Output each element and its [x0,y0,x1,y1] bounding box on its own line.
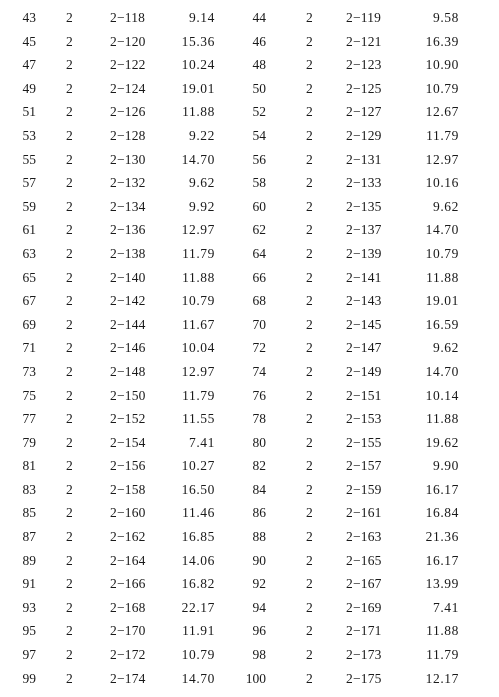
table-row [0,384,499,408]
right-sample-id-cell: 2−151 [346,387,382,403]
left-sample-id-cell: 2−154 [110,434,146,450]
left-index-cell: 85 [22,505,36,521]
table-row [0,289,499,313]
table-row [0,431,499,455]
left-group-cell: 2 [66,505,73,521]
left-sample-id-cell: 2−166 [110,576,146,592]
right-index-cell: 62 [252,222,266,238]
left-sample-id-cell: 2−164 [110,552,146,568]
right-sample-id-cell: 2−133 [346,175,382,191]
table-row [0,124,499,148]
left-index-cell: 71 [22,340,36,356]
left-sample-id-cell: 2−160 [110,505,146,521]
left-index-cell: 87 [22,529,36,545]
left-value-cell: 14.70 [181,151,215,167]
left-sample-id-cell: 2−122 [110,57,146,73]
left-sample-id-cell: 2−162 [110,529,146,545]
left-index-cell: 95 [22,623,36,639]
right-value-cell: 10.16 [425,175,459,191]
right-value-cell: 16.84 [425,505,459,521]
right-value-cell: 10.14 [425,387,459,403]
left-sample-id-cell: 2−136 [110,222,146,238]
left-sample-id-cell: 2−150 [110,387,146,403]
table-row [0,218,499,242]
right-group-cell: 2 [306,293,313,309]
right-value-cell: 19.62 [425,434,459,450]
table-row [0,572,499,596]
left-group-cell: 2 [66,198,73,214]
left-value-cell: 11.79 [182,387,215,403]
right-value-cell: 10.79 [425,80,459,96]
left-index-cell: 55 [22,151,36,167]
right-index-cell: 64 [252,245,266,261]
left-index-cell: 69 [22,316,36,332]
right-index-cell: 44 [252,10,266,25]
left-index-cell: 83 [22,481,36,497]
left-group-cell: 2 [66,104,73,120]
left-group-cell: 2 [66,481,73,497]
left-value-cell: 9.62 [188,175,215,191]
right-group-cell: 2 [306,458,313,474]
left-index-cell: 93 [22,599,36,615]
left-sample-id-cell: 2−132 [110,175,146,191]
right-sample-id-cell: 2−159 [346,481,382,497]
right-index-cell: 94 [252,599,266,615]
left-group-cell: 2 [66,151,73,167]
left-index-cell: 53 [22,127,36,143]
right-value-cell: 21.36 [425,529,459,545]
left-value-cell: 12.97 [181,222,215,238]
right-sample-id-cell: 2−129 [346,127,382,143]
right-group-cell: 2 [306,411,313,427]
right-sample-id-cell: 2−143 [346,293,382,309]
right-value-cell: 11.88 [426,269,459,285]
left-group-cell: 2 [66,552,73,568]
table-row [0,77,499,101]
right-index-cell: 98 [252,647,266,663]
table-row [0,171,499,195]
left-sample-id-cell: 2−130 [110,151,146,167]
left-group-cell: 2 [66,245,73,261]
right-index-cell: 60 [252,198,266,214]
left-value-cell: 11.67 [182,316,215,332]
right-index-cell: 54 [252,127,266,143]
left-index-cell: 61 [22,222,36,238]
left-index-cell: 45 [22,33,36,49]
left-value-cell: 10.79 [181,293,215,309]
right-index-cell: 100 [245,670,266,686]
right-sample-id-cell: 2−121 [346,33,382,49]
right-value-cell: 11.79 [426,127,459,143]
right-index-cell: 88 [252,529,266,545]
right-value-cell: 13.99 [425,576,459,592]
left-sample-id-cell: 2−146 [110,340,146,356]
left-index-cell: 59 [22,198,36,214]
right-group-cell: 2 [306,670,313,686]
right-sample-id-cell: 2−169 [346,599,382,615]
right-group-cell: 2 [306,80,313,96]
left-group-cell: 2 [66,340,73,356]
left-index-cell: 99 [22,670,36,686]
left-group-cell: 2 [66,670,73,686]
right-value-cell: 10.90 [425,57,459,73]
right-index-cell: 50 [252,80,266,96]
right-value-cell: 12.17 [425,670,459,686]
table-row [0,6,499,30]
left-value-cell: 14.70 [181,670,215,686]
left-value-cell: 19.01 [181,80,215,96]
left-value-cell: 7.41 [188,434,215,450]
left-sample-id-cell: 2−142 [110,293,146,309]
right-group-cell: 2 [306,576,313,592]
right-group-cell: 2 [306,245,313,261]
left-value-cell: 10.24 [181,57,215,73]
left-index-cell: 63 [22,245,36,261]
left-value-cell: 10.04 [181,340,215,356]
right-group-cell: 2 [306,33,313,49]
right-group-cell: 2 [306,387,313,403]
right-index-cell: 92 [252,576,266,592]
left-sample-id-cell: 2−126 [110,104,146,120]
left-value-cell: 15.36 [181,33,215,49]
right-sample-id-cell: 2−125 [346,80,382,96]
right-sample-id-cell: 2−175 [346,670,382,686]
table-row [0,336,499,360]
right-sample-id-cell: 2−137 [346,222,382,238]
left-sample-id-cell: 2−156 [110,458,146,474]
right-group-cell: 2 [306,623,313,639]
left-group-cell: 2 [66,33,73,49]
right-group-cell: 2 [306,10,313,25]
left-sample-id-cell: 2−174 [110,670,146,686]
right-index-cell: 74 [252,363,266,379]
right-group-cell: 2 [306,552,313,568]
table-row [0,266,499,290]
right-index-cell: 46 [252,33,266,49]
right-sample-id-cell: 2−149 [346,363,382,379]
left-group-cell: 2 [66,127,73,143]
left-index-cell: 51 [22,104,36,120]
right-value-cell: 11.79 [426,647,459,663]
left-sample-id-cell: 2−158 [110,481,146,497]
table-row [0,53,499,77]
right-group-cell: 2 [306,505,313,521]
right-sample-id-cell: 2−155 [346,434,382,450]
left-index-cell: 43 [22,10,36,25]
right-sample-id-cell: 2−145 [346,316,382,332]
left-group-cell: 2 [66,529,73,545]
left-index-cell: 67 [22,293,36,309]
right-sample-id-cell: 2−147 [346,340,382,356]
right-value-cell: 14.70 [425,222,459,238]
right-value-cell: 19.01 [425,293,459,309]
right-sample-id-cell: 2−139 [346,245,382,261]
left-index-cell: 91 [22,576,36,592]
left-group-cell: 2 [66,293,73,309]
table-row [0,100,499,124]
left-sample-id-cell: 2−134 [110,198,146,214]
left-value-cell: 16.82 [181,576,215,592]
right-sample-id-cell: 2−171 [346,623,382,639]
left-sample-id-cell: 2−118 [110,10,146,25]
right-sample-id-cell: 2−127 [346,104,382,120]
right-group-cell: 2 [306,434,313,450]
table-row [0,596,499,620]
left-value-cell: 11.88 [182,104,215,120]
right-sample-id-cell: 2−167 [346,576,382,592]
left-group-cell: 2 [66,458,73,474]
right-index-cell: 48 [252,57,266,73]
table-row [0,30,499,54]
left-group-cell: 2 [66,363,73,379]
right-value-cell: 10.79 [425,245,459,261]
left-value-cell: 11.88 [182,269,215,285]
right-group-cell: 2 [306,316,313,332]
right-sample-id-cell: 2−135 [346,198,382,214]
right-index-cell: 52 [252,104,266,120]
left-index-cell: 57 [22,175,36,191]
right-index-cell: 76 [252,387,266,403]
right-sample-id-cell: 2−153 [346,411,382,427]
right-index-cell: 66 [252,269,266,285]
left-index-cell: 75 [22,387,36,403]
right-value-cell: 16.17 [425,552,459,568]
table-row [0,667,499,691]
left-group-cell: 2 [66,599,73,615]
right-index-cell: 56 [252,151,266,167]
right-sample-id-cell: 2−161 [346,505,382,521]
right-group-cell: 2 [306,151,313,167]
right-group-cell: 2 [306,269,313,285]
right-sample-id-cell: 2−157 [346,458,382,474]
left-index-cell: 77 [22,411,36,427]
table-row [0,148,499,172]
right-sample-id-cell: 2−163 [346,529,382,545]
table-row [0,619,499,643]
left-group-cell: 2 [66,57,73,73]
left-sample-id-cell: 2−172 [110,647,146,663]
right-sample-id-cell: 2−141 [346,269,382,285]
right-index-cell: 78 [252,411,266,427]
right-group-cell: 2 [306,104,313,120]
right-value-cell: 12.67 [425,104,459,120]
right-index-cell: 90 [252,552,266,568]
right-value-cell: 9.62 [432,340,459,356]
right-index-cell: 86 [252,505,266,521]
left-value-cell: 14.06 [181,552,215,568]
left-value-cell: 9.22 [188,127,215,143]
table-row [0,313,499,337]
left-group-cell: 2 [66,434,73,450]
left-value-cell: 16.50 [181,481,215,497]
left-group-cell: 2 [66,623,73,639]
right-value-cell: 11.88 [426,623,459,639]
table-row [0,643,499,667]
right-index-cell: 68 [252,293,266,309]
right-group-cell: 2 [306,529,313,545]
right-group-cell: 2 [306,57,313,73]
left-sample-id-cell: 2−152 [110,411,146,427]
left-group-cell: 2 [66,316,73,332]
right-value-cell: 9.58 [432,10,459,25]
right-group-cell: 2 [306,222,313,238]
right-value-cell: 16.39 [425,33,459,49]
right-index-cell: 72 [252,340,266,356]
left-group-cell: 2 [66,222,73,238]
left-index-cell: 49 [22,80,36,96]
right-group-cell: 2 [306,198,313,214]
left-index-cell: 79 [22,434,36,450]
table-row [0,549,499,573]
left-value-cell: 10.79 [181,647,215,663]
left-group-cell: 2 [66,80,73,96]
left-sample-id-cell: 2−120 [110,33,146,49]
right-group-cell: 2 [306,127,313,143]
left-value-cell: 9.14 [188,10,215,25]
right-group-cell: 2 [306,363,313,379]
right-group-cell: 2 [306,599,313,615]
right-sample-id-cell: 2−173 [346,647,382,663]
right-index-cell: 82 [252,458,266,474]
right-sample-id-cell: 2−165 [346,552,382,568]
right-value-cell: 7.41 [432,599,459,615]
right-group-cell: 2 [306,481,313,497]
right-index-cell: 58 [252,175,266,191]
left-group-cell: 2 [66,387,73,403]
right-value-cell: 16.17 [425,481,459,497]
right-sample-id-cell: 2−119 [346,10,382,25]
left-sample-id-cell: 2−138 [110,245,146,261]
left-value-cell: 11.55 [182,411,215,427]
right-index-cell: 84 [252,481,266,497]
table-row [0,407,499,431]
table-row [0,501,499,525]
left-group-cell: 2 [66,647,73,663]
left-sample-id-cell: 2−128 [110,127,146,143]
left-value-cell: 22.17 [181,599,215,615]
left-index-cell: 65 [22,269,36,285]
data-table [0,6,499,690]
left-index-cell: 89 [22,552,36,568]
left-value-cell: 11.91 [182,623,215,639]
right-group-cell: 2 [306,647,313,663]
left-index-cell: 73 [22,363,36,379]
left-group-cell: 2 [66,411,73,427]
left-index-cell: 47 [22,57,36,73]
left-group-cell: 2 [66,175,73,191]
left-sample-id-cell: 2−168 [110,599,146,615]
table-row [0,478,499,502]
left-value-cell: 12.97 [181,363,215,379]
right-index-cell: 70 [252,316,266,332]
left-group-cell: 2 [66,269,73,285]
left-group-cell: 2 [66,10,73,25]
right-index-cell: 96 [252,623,266,639]
left-value-cell: 10.27 [181,458,215,474]
left-group-cell: 2 [66,576,73,592]
left-sample-id-cell: 2−140 [110,269,146,285]
table-row [0,242,499,266]
right-value-cell: 11.88 [426,411,459,427]
right-sample-id-cell: 2−131 [346,151,382,167]
table-row [0,454,499,478]
left-value-cell: 11.46 [182,505,215,521]
left-sample-id-cell: 2−170 [110,623,146,639]
table-row [0,525,499,549]
left-sample-id-cell: 2−124 [110,80,146,96]
right-value-cell: 9.62 [432,198,459,214]
right-value-cell: 16.59 [425,316,459,332]
left-sample-id-cell: 2−144 [110,316,146,332]
right-group-cell: 2 [306,340,313,356]
left-index-cell: 97 [22,647,36,663]
right-group-cell: 2 [306,175,313,191]
left-index-cell: 81 [22,458,36,474]
left-value-cell: 9.92 [188,198,215,214]
left-sample-id-cell: 2−148 [110,363,146,379]
right-index-cell: 80 [252,434,266,450]
left-value-cell: 16.85 [181,529,215,545]
right-sample-id-cell: 2−123 [346,57,382,73]
table-row [0,195,499,219]
table-row [0,360,499,384]
right-value-cell: 14.70 [425,363,459,379]
left-value-cell: 11.79 [182,245,215,261]
right-value-cell: 9.90 [432,458,459,474]
right-value-cell: 12.97 [425,151,459,167]
